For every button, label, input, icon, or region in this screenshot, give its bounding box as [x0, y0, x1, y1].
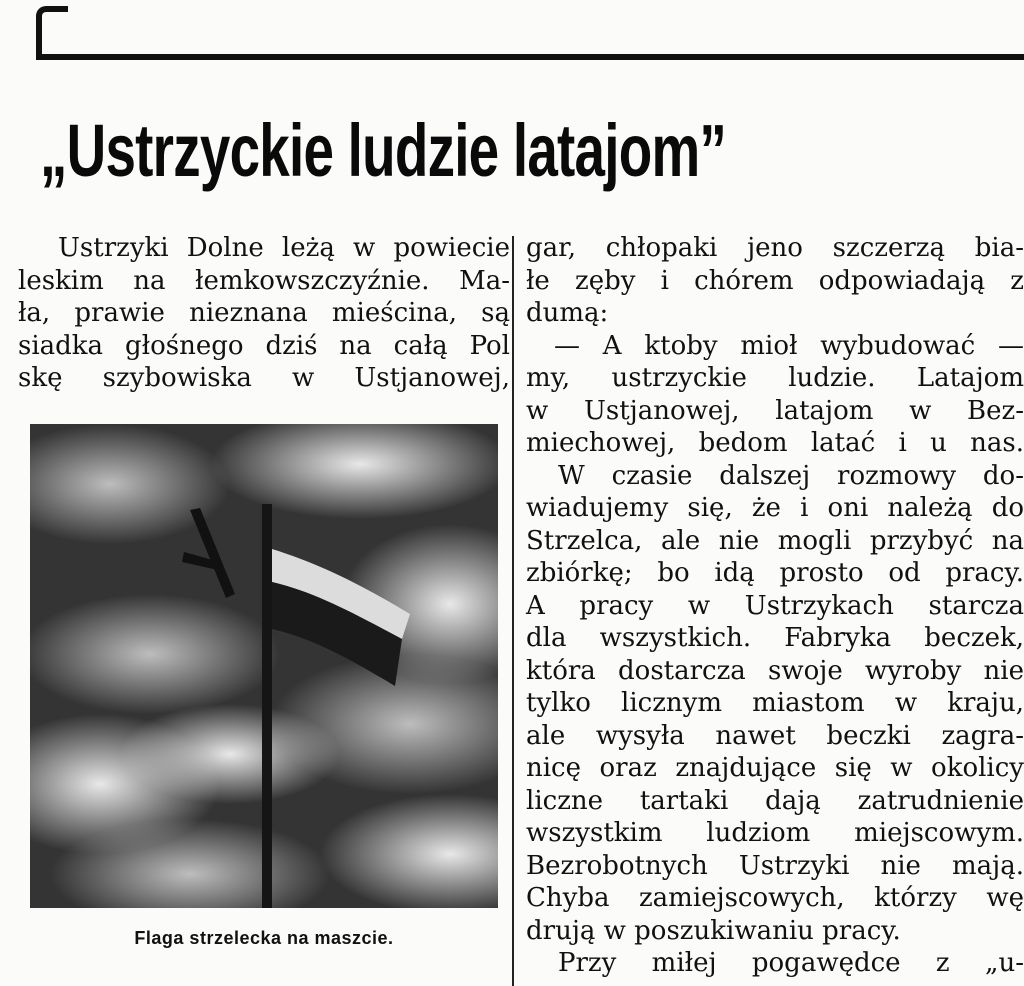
glider-flag-photo [30, 424, 498, 908]
headline: „Ustrzyckie ludzie latajom” [40, 109, 727, 192]
right-line: W czasie dalszej rozmowy do- [558, 460, 1024, 491]
right-line: A pracy w Ustrzykach starcza [526, 590, 1024, 621]
left-line-1: Ustrzyki Dolne leżą w powiecie [58, 233, 510, 263]
right-line: w Ustjanowej, latajom w Bez- [526, 395, 1024, 426]
right-line: zbiórkę; bo idą prosto od pracy. [526, 558, 1024, 588]
right-line: dumą: [526, 298, 609, 328]
right-line: nicę oraz znajdujące się w okolicy [526, 753, 1024, 783]
right-line: łe zęby i chórem odpowiadają z [526, 265, 1024, 296]
left-line-5: skę szybowiska w Ustjanowej, [18, 363, 510, 393]
right-line: Strzelca, ale nie mogli przybyć na [526, 525, 1024, 556]
right-line: tylko licznym miastom w kraju, [526, 688, 1024, 718]
right-line: Bezrobotnych Ustrzyki nie mają. [526, 850, 1024, 881]
left-column [18, 232, 510, 395]
right-line: — A ktoby mioł wybudować — [554, 330, 1024, 361]
right-line: wszystkim ludziom miejscowym. [526, 818, 1024, 848]
right-line: Przy miłej pogawędce z „u- [558, 948, 1024, 978]
right-line: Chyba zamiejscowych, którzy wę [526, 883, 1024, 913]
left-line-2: leskim na łemkowszczyźnie. Ma- [18, 265, 510, 296]
photo-caption: Flaga strzelecka na maszcie. [134, 928, 394, 948]
right-line: ale wysyła nawet beczki zagra- [526, 720, 1024, 751]
top-rule [36, 54, 1024, 60]
right-line: dla wszystkich. Fabryka beczek, [526, 623, 1024, 653]
right-line: liczne tartaki dają zatrudnienie [526, 785, 1024, 816]
right-line: drują w poszukiwaniu pracy. [526, 915, 901, 946]
right-column [526, 232, 1024, 980]
right-line: która dostarcza swoje wyroby nie [526, 655, 1024, 686]
photo-illustration [30, 424, 498, 908]
right-line: gar, chłopaki jeno szczerzą bia- [526, 233, 1024, 263]
right-line: wiadujemy się, że i oni należą do [526, 493, 1024, 523]
right-line: miechowej, bedom latać i u nas. [526, 428, 1024, 458]
left-line-3: ła, prawie nieznana mieścina, są [18, 298, 510, 328]
left-line-4: siadka głośnego dziś na całą Pol [18, 330, 510, 361]
page-corner-mark [36, 6, 68, 58]
right-line: my, ustrzyckie ludzie. Latajom [526, 363, 1024, 393]
column-divider [512, 236, 514, 986]
